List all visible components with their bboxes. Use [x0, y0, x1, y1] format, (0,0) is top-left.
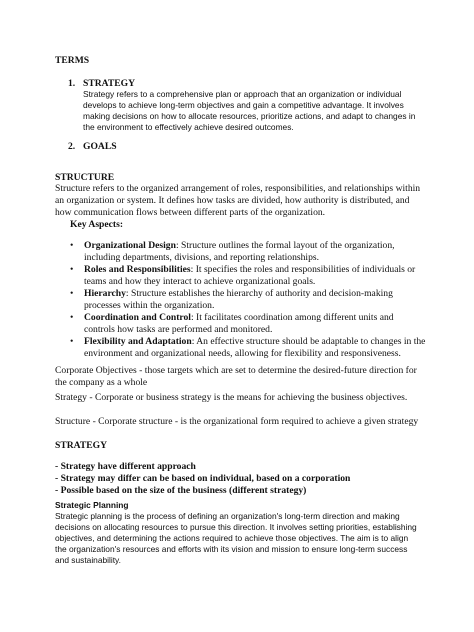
- strategy-points: [55, 461, 435, 497]
- aspect-term: Hierarchy: [84, 288, 126, 299]
- item-number: 2.: [68, 141, 76, 152]
- strategy-definition: Strategy - Corporate or business strategy is the means for achieving the business objectives.: [55, 392, 408, 403]
- structure-definition: Structure - Corporate structure - is the organizational form required to achieve a given strategy: [55, 416, 419, 427]
- key-aspects-list: [70, 240, 426, 360]
- item-title: STRATEGY: [83, 78, 136, 89]
- aspect-text: : Structure outlines the formal layout of the organization, including departments, divisions, and reporting relationships.: [84, 240, 395, 263]
- aspect-term: Flexibility and Adaptation: [84, 336, 192, 347]
- list-item: [70, 312, 426, 336]
- key-aspects-label: Key Aspects:: [70, 219, 124, 230]
- list-item: [70, 264, 426, 288]
- aspect-term: Coordination and Control: [84, 312, 191, 323]
- list-item: - Strategy may differ can be based on individual, based on a corporation: [55, 473, 351, 484]
- list-item: - Strategy have different approach: [55, 461, 196, 472]
- aspect-text: : An effective structure should be adaptable to changes in the environment and organizational needs, allowing for flexibility and responsiveness.: [84, 336, 426, 359]
- bullet-icon: •: [70, 240, 74, 251]
- strategic-planning-paragraph: Strategic planning is the process of defining an organization's long-term direction and making decisions on allocating resources to pursue this direction. It involves setting priorities, establishing objectives, and determining the actions required to achieve those objectives. The aim is to align the organization's resources and efforts with its vision and mission to ensure long-term success and sustainability.: [55, 511, 417, 565]
- aspect-term: Roles and Responsibilities: [84, 264, 191, 275]
- corporate-objectives-definition: Corporate Objectives - those targets which are set to determine the desired-future direction for the company as a whole: [55, 365, 417, 388]
- bullet-icon: •: [70, 264, 74, 275]
- list-item: [70, 240, 426, 264]
- terms-heading: TERMS: [55, 55, 90, 66]
- list-item: [70, 288, 426, 312]
- structure-paragraph: Structure refers to the organized arrangement of roles, responsibilities, and relationships within an organization or system. It defines how tasks are divided, how authority is distributed, and how communication flows between different parts of the organization.: [55, 183, 421, 218]
- item-title: GOALS: [83, 141, 117, 152]
- strategy-definition-text: Strategy refers to a comprehensive plan or approach that an organization or individual develops to achieve long-term objectives and gain a competitive advantage. It involves making decisions on how to allocate resources, prioritize actions, and adapt to changes in the environment to effectively achieve desired outcomes.: [83, 89, 416, 132]
- aspect-text: : It facilitates coordination among different units and controls how tasks are performed and monitored.: [84, 312, 394, 335]
- bullet-icon: •: [70, 336, 74, 347]
- list-item: - Possible based on the size of the business (different strategy): [55, 485, 307, 496]
- aspect-term: Organizational Design: [84, 240, 176, 251]
- bullet-icon: •: [70, 288, 74, 299]
- aspect-text: : Structure establishes the hierarchy of authority and decision-making processes within the organization.: [84, 288, 393, 311]
- aspect-text: : It specifies the roles and responsibilities of individuals or teams and how they interact to achieve organizational goals.: [84, 264, 416, 287]
- item-number: 1.: [68, 78, 76, 89]
- strategic-planning-heading: Strategic Planning: [55, 500, 129, 510]
- numbered-item-goals: [68, 141, 117, 153]
- list-item: [70, 336, 426, 360]
- structure-heading: STRUCTURE: [55, 172, 115, 183]
- strategy-heading: STRATEGY: [55, 440, 108, 451]
- bullet-icon: •: [70, 312, 74, 323]
